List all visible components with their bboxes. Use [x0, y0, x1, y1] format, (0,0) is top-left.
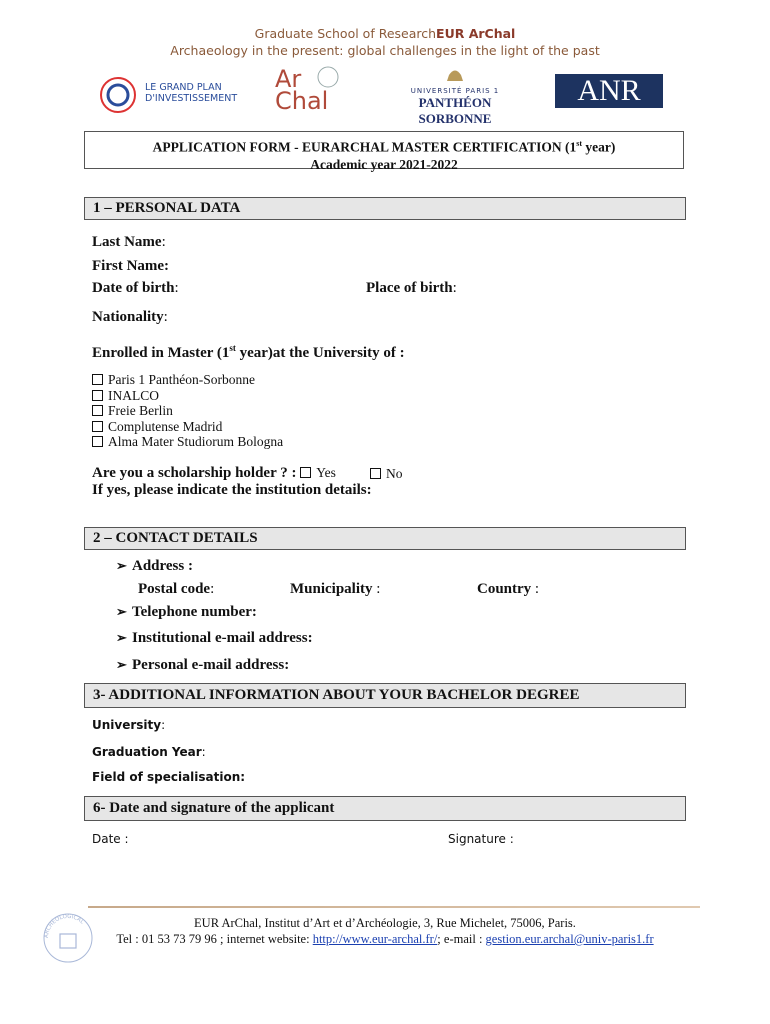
date-label: Date : [92, 832, 129, 846]
logo-grand-plan [99, 74, 239, 118]
footer-tel: Tel : 01 53 73 79 96 ; internet website: [116, 932, 313, 946]
archal-top: Ar [275, 65, 302, 93]
checkbox-icon[interactable] [300, 467, 311, 478]
scholarship-no[interactable]: No [370, 466, 403, 482]
section6-heading: 6- Date and signature of the applicant [84, 796, 686, 821]
option-bologna[interactable]: Alma Mater Studiorum Bologna [92, 434, 283, 450]
option-inalco[interactable]: INALCO [92, 388, 283, 404]
sorbonne-line2: PANTHÉON SORBONNE [418, 95, 492, 126]
email-link[interactable]: gestion.eur.archal@univ-paris1.fr [485, 932, 654, 946]
checkbox-icon[interactable] [92, 374, 103, 385]
address-label: ➢ Address : [116, 558, 193, 574]
first-name-label: First Name: [92, 258, 170, 274]
section3-heading: 3- ADDITIONAL INFORMATION ABOUT YOUR BACHELOR DEGREE [84, 683, 686, 708]
arrow-bullet-icon: ➢ [116, 604, 127, 619]
municipality-label: Municipality : [290, 581, 381, 597]
checkbox-icon[interactable] [92, 405, 103, 416]
gpi-line1: LE GRAND PLAN [145, 82, 222, 93]
arrow-bullet-icon: ➢ [116, 558, 127, 573]
pers-email-label: ➢ Personal e-mail address: [116, 657, 290, 673]
university-label: University: [92, 718, 166, 732]
pob-label: Place of birth: [366, 280, 457, 296]
section2-heading: 2 – CONTACT DETAILS [84, 527, 686, 550]
inst-email-label: ➢ Institutional e-mail address: [116, 630, 313, 646]
footer-email-prefix: ; e-mail : [437, 932, 486, 946]
website-link[interactable]: http://www.eur-archal.fr/ [312, 932, 438, 946]
option-freie-berlin[interactable]: Freie Berlin [92, 403, 283, 419]
checkbox-icon[interactable] [92, 436, 103, 447]
footer-address: EUR ArChal, Institut d’Art et d’Archéologie, 3, Rue Michelet, 75006, Paris. [194, 916, 576, 930]
nationality-label: Nationality: [92, 309, 168, 325]
title-box [84, 131, 684, 172]
checkbox-icon[interactable] [92, 390, 103, 401]
grad-year-label: Graduation Year: [92, 745, 206, 759]
arrow-bullet-icon: ➢ [116, 630, 127, 645]
enrolled-label: Enrolled in Master (1st year)at the University of : [92, 343, 405, 361]
dob-label: Date of birth: [92, 280, 179, 296]
footer-divider [88, 906, 700, 908]
archal-bottom: Chal [275, 87, 329, 115]
sorbonne-dome-icon [445, 66, 465, 82]
if-yes-label: If yes, please indicate the institution details: [92, 482, 372, 498]
gpi-circle-icon [99, 76, 137, 114]
sorbonne-line1: UNIVERSITÉ PARIS 1 [410, 87, 500, 95]
country-label: Country : [477, 581, 540, 597]
seal-text: ARCHÉOLOGICAL [43, 913, 85, 939]
signature-label: Signature : [448, 832, 514, 846]
checkbox-icon[interactable] [370, 468, 381, 479]
scholarship-question: Are you a scholarship holder ? : Yes [92, 465, 336, 481]
university-options [92, 372, 283, 450]
title-line1: APPLICATION FORM - EURARCHAL MASTER CERTIFICATION (1st year) [152, 139, 616, 155]
postal-label: Postal code: [138, 581, 215, 597]
footer-contact [0, 932, 770, 947]
telephone-label: ➢ Telephone number: [116, 604, 257, 620]
header-eur: EUR ArChal [436, 26, 516, 41]
header-school: Graduate School of Research [254, 26, 437, 41]
gpi-line2: D'INVESTISSEMENT [145, 93, 238, 104]
arrow-bullet-icon: ➢ [116, 657, 127, 672]
field-label: Field of specialisation: [92, 770, 246, 784]
scholarship-yes[interactable]: Yes [300, 465, 336, 480]
logo-row [0, 65, 770, 126]
title-line2: Academic year 2021-2022 [310, 156, 458, 172]
header-line1 [0, 26, 770, 41]
logo-sorbonne [382, 66, 528, 126]
logo-anr: ANR [555, 74, 663, 108]
archal-seal-icon [313, 66, 343, 88]
last-name-label: Last Name: [92, 234, 166, 250]
option-paris1[interactable]: Paris 1 Panthéon-Sorbonne [92, 372, 283, 388]
header-line2: Archaeology in the present: global challenges in the light of the past [170, 43, 600, 58]
checkbox-icon[interactable] [92, 421, 103, 432]
section1-heading: 1 – PERSONAL DATA [84, 197, 686, 220]
option-complutense[interactable]: Complutense Madrid [92, 419, 283, 435]
